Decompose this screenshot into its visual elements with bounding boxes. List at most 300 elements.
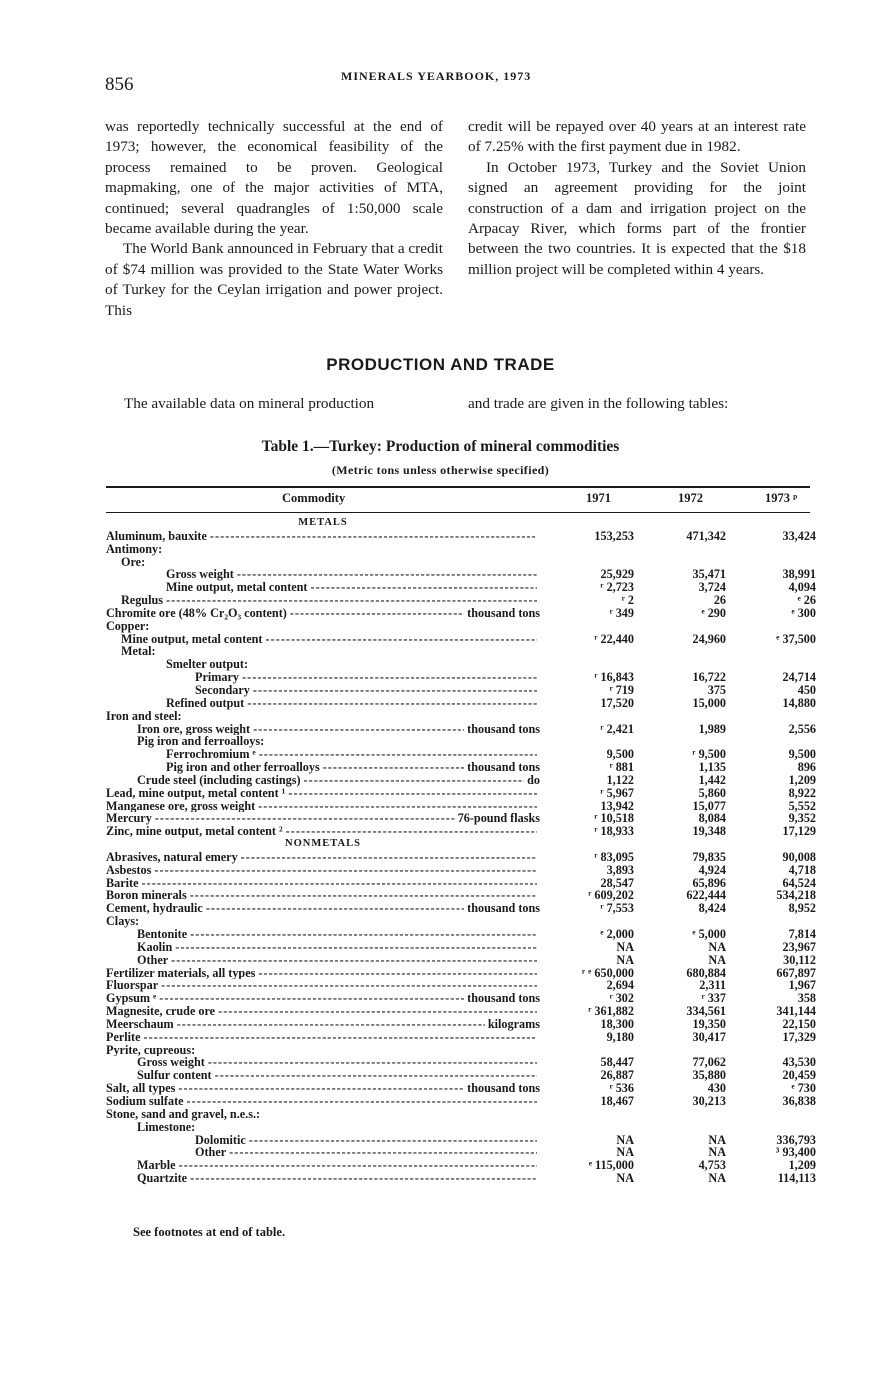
value-1973: 450 (797, 682, 816, 697)
value-1973: 1,209 (788, 1158, 816, 1173)
value-1972: 471,342 (686, 528, 726, 543)
value-1973: 667,897 (776, 965, 816, 980)
commodity-label: Iron ore, gross weight (137, 722, 251, 736)
table-row (106, 928, 816, 941)
commodity-label: Gross weight (166, 568, 234, 582)
value-1972: 375 (707, 682, 726, 697)
value-1971: 17,520 (600, 695, 634, 710)
value-1972: 77,062 (692, 1055, 726, 1070)
commodity-label: Manganese ore, gross weight (106, 799, 256, 813)
value-1973: 14,880 (782, 695, 816, 710)
value-1971: 2,694 (606, 978, 634, 993)
commodity-label: Refined output (166, 696, 245, 710)
value-1973: 24,714 (782, 670, 816, 685)
value-1971: ʳ 18,933 (594, 824, 634, 839)
value-1972: 30,213 (692, 1093, 726, 1108)
commodity-label: Pig iron and other ferroalloys (166, 761, 320, 774)
value-1971: ʳ 83,095 (594, 849, 634, 864)
section-intro-left: The available data on mineral production (124, 395, 375, 412)
commodity-label: Metal: (121, 645, 156, 659)
commodity-cell (106, 671, 540, 684)
value-1971: ʳ 2,421 (600, 721, 634, 736)
value-1972: 8,424 (698, 901, 726, 916)
dot-leader (144, 1031, 537, 1044)
commodity-cell (106, 1044, 540, 1057)
commodity-label: Asbestos (106, 863, 152, 877)
table-row (106, 594, 816, 607)
commodity-cell (106, 1005, 540, 1018)
unit-label: thousand tons (467, 1082, 540, 1095)
commodity-label: Ferrochromium ᵉ (166, 748, 256, 762)
value-1972: 8,084 (698, 811, 726, 826)
value-1973: 38,991 (782, 567, 816, 582)
commodity-label: Aluminum, bauxite (106, 529, 207, 543)
commodity-label: Cement, hydraulic (106, 902, 203, 916)
value-1971: ʳ 5,967 (600, 785, 634, 800)
value-1971: ʳ 22,440 (594, 631, 634, 646)
value-1971: 18,467 (600, 1093, 634, 1108)
commodity-cell (106, 1018, 540, 1031)
dot-leader (253, 684, 537, 697)
commodity-cell (106, 954, 540, 967)
value-1971: ʳ 2,723 (600, 580, 634, 595)
table-row (106, 723, 816, 736)
dot-leader (190, 889, 537, 902)
value-1973: ᵉ 37,500 (776, 631, 816, 646)
value-1971: ʳ 16,843 (594, 670, 634, 685)
value-1973: 64,524 (782, 875, 816, 890)
value-1971: 58,447 (600, 1055, 634, 1070)
value-1972: NA (708, 1145, 726, 1160)
commodity-label: Gross weight (137, 1056, 205, 1070)
value-1972: 19,350 (692, 1016, 726, 1031)
paragraph: The World Bank announced in February that a credit of $74 million was provided to the State Water Works of Turkey for the Ceylan irrigation and power project. This (105, 240, 443, 319)
value-1971: 25,929 (600, 567, 634, 582)
value-1973: 1,209 (788, 772, 816, 787)
value-1971: 153,253 (594, 528, 634, 543)
value-1972: 430 (707, 1081, 726, 1096)
commodity-cell (106, 556, 540, 569)
value-1973: 358 (797, 991, 816, 1006)
commodity-label: Magnesite, crude ore (106, 1005, 216, 1018)
commodity-label: Crude steel (including castings) (137, 773, 301, 787)
dot-leader (247, 697, 537, 710)
commodity-cell (106, 581, 540, 594)
value-1973: 336,793 (776, 1132, 816, 1147)
value-1973: 534,218 (776, 888, 816, 903)
commodity-label: Marble (137, 1159, 176, 1173)
commodity-cell (106, 1121, 540, 1134)
value-1972: 5,860 (698, 785, 726, 800)
commodity-cell (106, 568, 540, 581)
table-row (106, 787, 816, 800)
value-1972: 30,417 (692, 1029, 726, 1044)
commodity-label: Lead, mine output, metal content ¹ (106, 786, 286, 800)
dot-leader (266, 633, 538, 646)
value-1971: 18,300 (600, 1016, 634, 1031)
commodity-cell (106, 594, 540, 607)
commodity-cell (106, 761, 540, 774)
commodity-cell (106, 992, 540, 1005)
running-title: MINERALS YEARBOOK, 1973 (341, 69, 532, 83)
dot-leader (237, 568, 537, 581)
commodity-label: Copper: (106, 619, 150, 633)
value-1973: ³ 93,400 (775, 1145, 816, 1160)
unit-label: thousand tons (467, 606, 540, 620)
value-1971: ʳ 536 (609, 1081, 634, 1096)
value-1972: 15,000 (692, 695, 726, 710)
value-1971: 28,547 (600, 875, 634, 890)
commodity-cell (106, 1031, 540, 1044)
value-1972: 79,835 (692, 849, 726, 864)
table-row (106, 581, 816, 594)
value-1973: 341,144 (776, 1004, 816, 1019)
value-1973: 30,112 (783, 952, 816, 967)
commodity-cell (106, 1108, 540, 1121)
commodity-cell (106, 864, 540, 877)
table-row (106, 1108, 816, 1121)
unit-label: thousand tons (467, 902, 540, 916)
value-1972: NA (708, 1132, 726, 1147)
commodity-cell (106, 915, 540, 928)
value-1973: 4,718 (788, 862, 816, 877)
commodity-cell (106, 543, 540, 556)
commodity-label: Kaolin (137, 940, 173, 954)
value-1971: ʳ 881 (609, 760, 634, 775)
commodity-cell (106, 889, 540, 902)
value-1973: ᵉ 300 (791, 605, 816, 620)
value-1973: 20,459 (782, 1068, 816, 1083)
value-1971: ʳ 10,518 (594, 811, 634, 826)
unit-label: thousand tons (467, 722, 540, 736)
dot-leader (323, 761, 464, 774)
commodity-cell (106, 1159, 540, 1172)
value-1972: 1,135 (698, 760, 726, 775)
table-footnote: See footnotes at end of table. (133, 1225, 286, 1239)
value-1972: NA (708, 939, 726, 954)
paragraph: was reportedly technically successful at the end of 1973; however, the economical feasibility of the process remained to be proven. Geological mapmaking, one of the major activities of MTA, continued; several quadrangles of 1:50,000 scale became available during the year. (105, 118, 443, 238)
value-1971: ᵉ 115,000 (588, 1158, 634, 1173)
dot-leader (161, 979, 537, 992)
unit-label: 76-pound flasks (457, 812, 540, 826)
dot-leader (288, 787, 537, 800)
dot-leader (249, 1134, 537, 1147)
commodity-cell (106, 902, 540, 915)
commodity-cell (106, 735, 540, 748)
commodity-cell (106, 928, 540, 941)
commodity-cell (106, 607, 540, 620)
commodity-cell (106, 812, 540, 825)
value-1972: 3,724 (698, 580, 726, 595)
section-label: NONMETALS (285, 838, 361, 850)
dot-leader (175, 941, 537, 954)
value-1971: ʳ 609,202 (588, 888, 634, 903)
table-top-rule (106, 486, 810, 488)
dot-leader (177, 1018, 485, 1031)
table-row (106, 825, 816, 838)
page-number: 856 (105, 74, 134, 95)
table-row (106, 761, 816, 774)
commodity-cell (106, 684, 540, 697)
commodity-label: Chromite ore (48% Cr₂O₃ content) (106, 606, 287, 620)
commodity-label: Mercury (106, 812, 152, 826)
value-1972: 19,348 (692, 824, 726, 839)
value-1973: 36,838 (782, 1093, 816, 1108)
table-body (106, 517, 816, 1185)
commodity-cell (106, 697, 540, 710)
commodity-cell (106, 774, 540, 787)
value-1971: NA (616, 1132, 634, 1147)
value-1971: NA (616, 952, 634, 967)
paragraph: In October 1973, Turkey and the Soviet Union signed an agreement providing for the joint construction of a dam and irrigation project on the Arpacay River, which forms part of the frontier between the two countries. It is expected that the $18 million project will be completed within 4 years. (468, 158, 806, 278)
commodity-label: Boron minerals (106, 889, 187, 903)
commodity-cell (106, 748, 540, 761)
text-column-left (105, 117, 443, 321)
dot-leader (155, 812, 455, 825)
commodity-label: Smelter output: (166, 658, 249, 672)
table-subtitle: (Metric tons unless otherwise specified) (331, 463, 550, 477)
value-1972: 26 (713, 593, 726, 608)
commodity-label: Gypsum ᵉ (106, 992, 157, 1006)
value-1973: 33,424 (782, 528, 816, 543)
value-1972: 35,471 (692, 567, 726, 582)
table-row (106, 1018, 816, 1031)
value-1972: 2,311 (699, 978, 726, 993)
table-title: Table 1.—Turkey: Production of mineral commodities (261, 438, 620, 455)
commodity-cell (106, 530, 540, 543)
value-1971: ᵉ 2,000 (600, 927, 634, 941)
dot-leader (258, 800, 537, 813)
commodity-cell (106, 723, 540, 736)
dot-leader (171, 954, 537, 967)
dot-leader (187, 1095, 537, 1108)
value-1973: 17,329 (782, 1029, 816, 1044)
dot-leader (253, 723, 464, 736)
commodity-label: Stone, sand and gravel, n.e.s.: (106, 1107, 261, 1121)
value-1971: ʳ 302 (609, 991, 634, 1006)
commodity-label: Other (195, 1146, 227, 1160)
header-1971: 1971 (586, 491, 611, 505)
dot-leader (215, 1069, 537, 1082)
commodity-cell (106, 941, 540, 954)
commodity-label: Ore: (121, 555, 146, 569)
table-section-row (106, 838, 816, 851)
table-row (106, 1172, 816, 1185)
value-1972: 4,753 (698, 1158, 726, 1173)
value-1971: ʳ 349 (609, 605, 634, 620)
value-1972: 16,722 (692, 670, 726, 685)
commodity-label: Mine output, metal content (121, 632, 263, 646)
commodity-label: Pyrite, cupreous: (106, 1043, 196, 1057)
value-1973: 1,967 (788, 978, 816, 993)
value-1972: 1,442 (698, 772, 726, 787)
table-row (106, 620, 816, 633)
unit-label: thousand tons (467, 992, 540, 1006)
table-row (106, 1005, 816, 1018)
dot-leader (159, 992, 464, 1005)
value-1972: 334,561 (686, 1004, 726, 1019)
value-1972: 680,884 (686, 965, 726, 980)
table-row (106, 684, 816, 697)
value-1973: ᵉ 26 (797, 593, 816, 608)
value-1971: ʳ 361,882 (588, 1004, 634, 1019)
value-1971: NA (616, 1171, 634, 1186)
commodity-cell (106, 645, 540, 658)
value-1973: ᵉ 730 (791, 1081, 816, 1096)
commodity-label: Regulus (121, 594, 163, 607)
unit-label: kilograms (487, 1017, 540, 1031)
value-1972: ʳ 337 (701, 991, 726, 1006)
commodity-cell (106, 787, 540, 800)
value-1972: 65,896 (692, 875, 726, 890)
value-1972: 4,924 (698, 862, 726, 877)
value-1972: NA (708, 1171, 726, 1186)
table-header-rule (106, 512, 810, 513)
commodity-label: Sodium sulfate (106, 1094, 184, 1108)
value-1973: 9,352 (788, 811, 816, 826)
commodity-label: Zinc, mine output, metal content ² (106, 825, 283, 839)
value-1973: 896 (797, 760, 816, 775)
commodity-label: Antimony: (106, 542, 163, 556)
commodity-cell (106, 620, 540, 633)
value-1971: 9,500 (606, 747, 634, 762)
commodity-cell (106, 1069, 540, 1082)
dot-leader (142, 877, 538, 890)
dot-leader (190, 928, 537, 941)
table-row (106, 941, 816, 954)
value-1972: ʳ 9,500 (692, 747, 726, 762)
value-1973: 23,967 (782, 939, 816, 954)
value-1971: 26,887 (600, 1068, 634, 1083)
commodity-label: Fluorspar (106, 979, 159, 993)
dot-leader (259, 748, 537, 761)
value-1972: NA (708, 952, 726, 967)
dot-leader (218, 1005, 537, 1018)
table-row (106, 1121, 816, 1134)
commodity-label: Primary (195, 671, 239, 684)
commodity-cell (106, 633, 540, 646)
value-1971: NA (616, 939, 634, 954)
commodity-cell (106, 967, 540, 980)
commodity-label: Perlite (106, 1030, 141, 1044)
value-1973: 43,530 (782, 1055, 816, 1070)
value-1973: 5,552 (788, 798, 816, 813)
value-1972: 1,989 (698, 721, 726, 736)
value-1973: 17,129 (782, 824, 816, 839)
commodity-label: Meerschaum (106, 1017, 174, 1031)
commodity-label: Salt, all types (106, 1082, 176, 1095)
table-row (106, 607, 816, 620)
value-1973: 90,008 (782, 849, 816, 864)
commodity-label: Dolomitic (195, 1133, 246, 1147)
value-1972: ᵉ 290 (701, 605, 726, 620)
dot-leader (241, 851, 537, 864)
value-1973: 114,113 (777, 1171, 816, 1186)
value-1973: 8,952 (788, 901, 816, 916)
dot-leader (258, 967, 537, 980)
value-1972: ᵉ 5,000 (692, 927, 726, 941)
text-column-right (468, 117, 806, 280)
header-commodity: Commodity (282, 491, 346, 505)
commodity-label: Pig iron and ferroalloys: (137, 735, 265, 749)
commodity-label: Bentonite (137, 928, 188, 941)
commodity-cell (106, 979, 540, 992)
dot-leader (190, 1172, 537, 1185)
commodity-cell (106, 1082, 540, 1095)
header-1973: 1973 ᵖ (765, 491, 798, 505)
header-1972: 1972 (678, 491, 703, 505)
commodity-cell (106, 800, 540, 813)
table-section-row (106, 517, 816, 530)
commodity-label: Iron and steel: (106, 709, 182, 723)
value-1972: 622,444 (686, 888, 726, 903)
value-1971: ʳ 719 (609, 682, 634, 697)
commodity-label: Abrasives, natural emery (106, 850, 238, 864)
value-1971: ʳ 2 (621, 593, 634, 608)
commodity-label: Clays: (106, 915, 140, 928)
value-1973: 22,150 (782, 1016, 816, 1031)
dot-leader (208, 1056, 537, 1069)
table-row (106, 697, 816, 710)
commodity-cell (106, 825, 540, 838)
dot-leader (154, 864, 537, 877)
commodity-cell (106, 1056, 540, 1069)
dot-leader (206, 902, 464, 915)
dot-leader (304, 774, 525, 787)
commodity-cell (106, 851, 540, 864)
value-1971: 1,122 (606, 772, 634, 787)
table-row (106, 530, 816, 543)
commodity-label: Fertilizer materials, all types (106, 966, 256, 980)
value-1971: ʳ ᵉ 650,000 (582, 965, 634, 980)
commodity-label: Quartzite (137, 1172, 188, 1185)
value-1972: 15,077 (692, 798, 726, 813)
commodity-cell (106, 1134, 540, 1147)
commodity-cell (106, 1146, 540, 1159)
value-1971: ʳ 7,553 (600, 901, 634, 916)
value-1972: 35,880 (692, 1068, 726, 1083)
table-row (106, 543, 816, 556)
commodity-label: Secondary (195, 683, 250, 697)
table-row (106, 1095, 816, 1108)
commodity-cell (106, 658, 540, 671)
dot-leader (179, 1159, 537, 1172)
value-1971: 3,893 (606, 862, 634, 877)
section-label: METALS (298, 517, 348, 528)
paragraph: credit will be repayed over 40 years at an interest rate of 7.25% with the first payment due in 1982. (468, 118, 806, 156)
dot-leader (229, 1146, 537, 1159)
commodity-label: Limestone: (137, 1120, 196, 1134)
table-row (106, 645, 816, 658)
dot-leader (166, 594, 537, 607)
table-row (106, 774, 816, 787)
value-1973: 8,922 (788, 785, 816, 800)
value-1973: 4,094 (788, 580, 816, 595)
table-row (106, 710, 816, 723)
table-row (106, 633, 816, 646)
unit-label: do (527, 773, 540, 787)
commodity-cell (106, 1172, 540, 1185)
commodity-cell (106, 877, 540, 890)
table-row (106, 902, 816, 915)
value-1972: 24,960 (692, 631, 726, 646)
value-1973: 2,556 (788, 721, 816, 736)
value-1973: 7,814 (788, 927, 816, 941)
commodity-label: Other (137, 953, 169, 967)
commodity-label: Mine output, metal content (166, 581, 308, 595)
section-heading: PRODUCTION AND TRADE (326, 355, 555, 374)
commodity-label: Sulfur content (137, 1069, 212, 1083)
